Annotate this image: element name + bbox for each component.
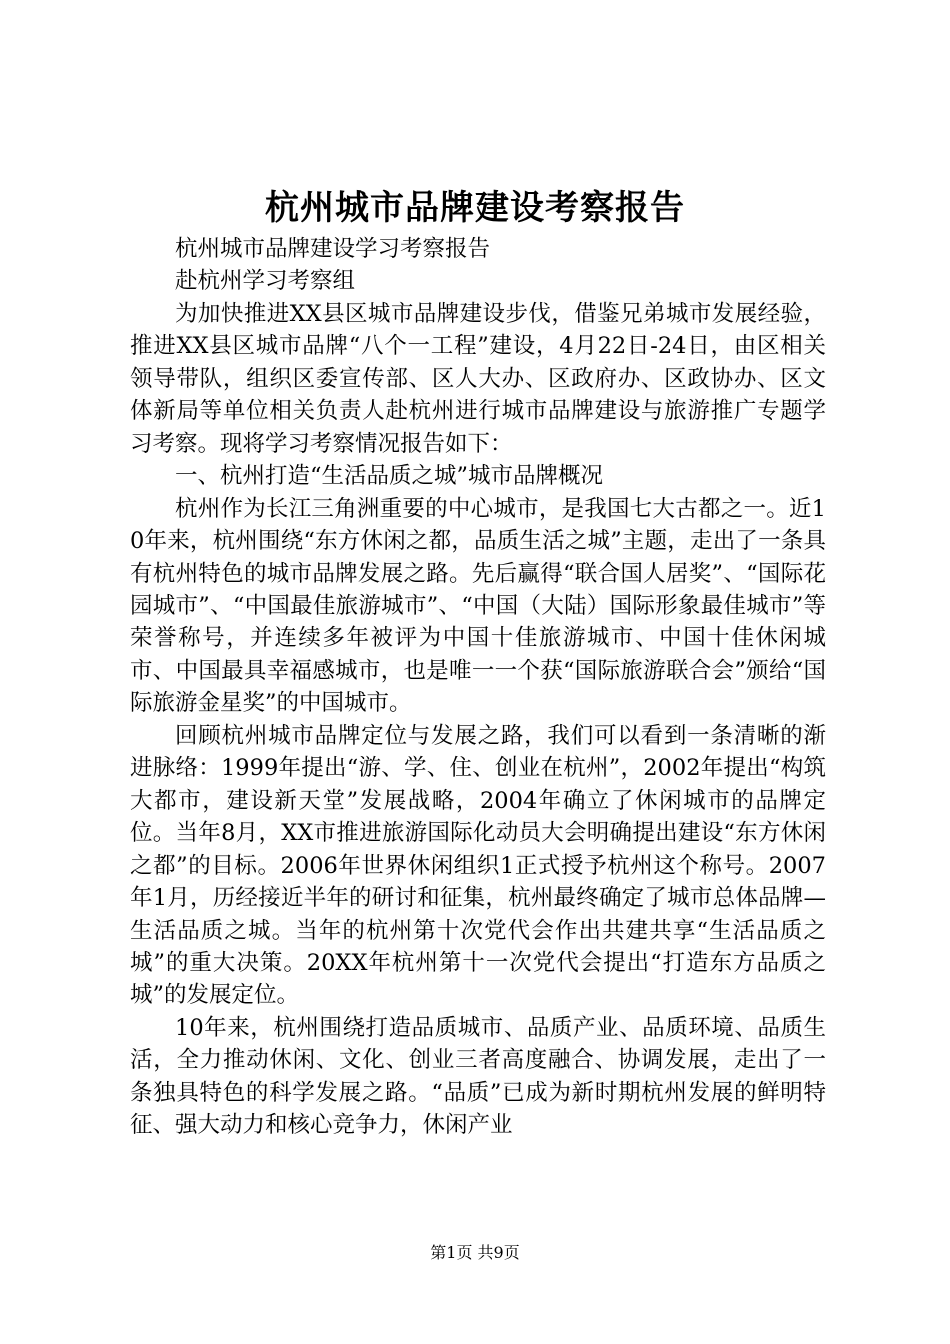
intro-paragraph: 为加快推进XX县区城市品牌建设步伐，借鉴兄弟城市发展经验，推进XX县区城市品牌“八个一工程”建设，4月22日-24日，由区相关领导带队，组织区委宣传部、区人大办、区政府办、区政协办、区文体新局等单位相关负责人赴杭州进行城市品牌建设与旅游推广专题学习考察。现将学习考察情况报告如下： — [130, 300, 826, 457]
document-title: 杭州城市品牌建设考察报告 — [265, 188, 685, 228]
report-author: 赴杭州学习考察组 — [175, 268, 356, 295]
body-paragraph: 杭州作为长江三角洲重要的中心城市，是我国七大古都之一。近10年来，杭州围绕“东方休闲之都，品质生活之城”主题，走出了一条具有杭州特色的城市品牌发展之路。先后赢得“联合国人居奖”、“国际花园城市”、“中国最佳旅游城市”、“中国（大陆）国际形象最佳城市”等荣誉称号，并连续多年被评为中国十佳旅游城市、中国十佳休闲城市、中国最具幸福感城市，也是唯一一个获“国际旅游联合会”颁给“国际旅游金星奖”的中国城市。 — [130, 495, 826, 717]
report-subtitle: 杭州城市品牌建设学习考察报告 — [175, 236, 491, 262]
section-heading: 一、杭州打造“生活品质之城”城市品牌概况 — [175, 463, 604, 490]
document-body — [130, 233, 826, 1142]
body-paragraph: 回顾杭州城市品牌定位与发展之路，我们可以看到一条清晰的渐进脉络：1999年提出“游、学、住、创业在杭州”，2002年提出“构筑大都市，建设新天堂”发展战略，2004年确立了休闲城市的品牌定位。当年8月，XX市推进旅游国际化动员大会明确提出建设“东方休闲之都”的目标。2006年世界休闲组织1正式授予杭州这个称号。2007年1月，历经接近半年的研讨和征集，杭州最终确定了城市总体品牌—生活品质之城。当年的杭州第十次党代会作出共建共享“生活品质之城”的重大决策。20XX年杭州第十一次党代会提出“打造东方品质之城”的发展定位。 — [130, 722, 826, 1009]
page-footer: 第1页 共9页 — [430, 1243, 520, 1262]
body-paragraph: 10年来，杭州围绕打造品质城市、品质产业、品质环境、品质生活，全力推动休闲、文化、创业三者高度融合、协调发展，走出了一条独具特色的科学发展之路。“品质”已成为新时期杭州发展的鲜明特征、强大动力和核心竞争力，休闲产业 — [130, 1014, 826, 1139]
